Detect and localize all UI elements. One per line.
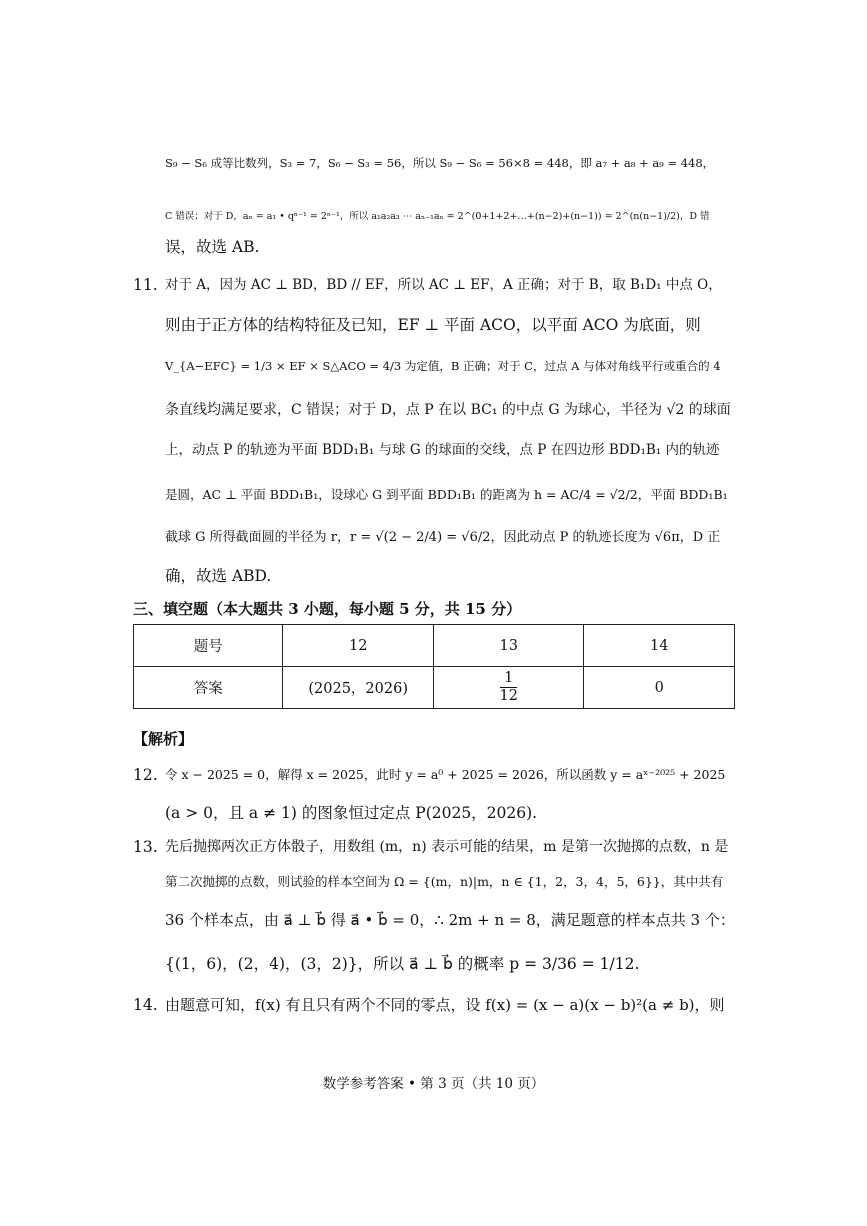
text-line: C 错误；对于 D，aₙ = a₁ • qⁿ⁻¹ = 2ⁿ⁻¹，所以 a₁a₂a₃ ⋯ aₙ₋₁aₙ = 2^(0+1+2+…+(n−2)+(n−1)) = 2^(n(n−1)/2)，D 错: [165, 211, 710, 222]
text-line: 截球 G 所得截面圆的半径为 r，r = √(2 − 2/4) = √6/2，因此动点 P 的轨迹长度为 √6π，D 正: [165, 530, 721, 545]
text-line: 条直线均满足要求，C 错误；对于 D，点 P 在以 BC₁ 的中点 G 为球心，半径为 √2 的球面: [165, 402, 731, 418]
text-line: 确，故选 ABD.: [165, 567, 272, 585]
section-heading: 三、填空题（本大题共 3 小题，每小题 5 分，共 15 分）: [133, 600, 522, 618]
fraction-denominator: 12: [499, 688, 518, 704]
question-number: 12.: [133, 766, 158, 784]
text-line: 上，动点 P 的轨迹为平面 BDD₁B₁ 与球 G 的球面的交线，点 P 在四边形 BDD₁B₁ 内的轨迹: [165, 442, 720, 458]
answer-14: 0: [584, 667, 735, 709]
text-line: 令 x − 2025 = 0，解得 x = 2025，此时 y = a⁰ + 2025 = 2026，所以函数 y = aˣ⁻²⁰²⁵ + 2025: [165, 767, 726, 782]
text-line: 误，故选 AB.: [165, 238, 260, 256]
text-line: 先后抛掷两次正方体骰子，用数组 (m，n) 表示可能的结果，m 是第一次抛掷的点数，n 是: [165, 839, 729, 855]
text-line: 第二次抛掷的点数，则试验的样本空间为 Ω = {(m，n)|m，n ∈ {1，2，3，4，5，6}}，其中共有: [165, 874, 724, 889]
text-line: 36 个样本点，由 a⃗ ⊥ b⃗ 得 a⃗ • b⃗ = 0，∴ 2m + n = 8，满足题意的样本点共 3 个：: [165, 911, 735, 929]
text-line: V_{A−EFC} = 1/3 × EF × S△ACO = 4/3 为定值，B 正确；对于 C，过点 A 与体对角线平行或重合的 4: [165, 359, 721, 373]
text-line: 由题意可知，f(x) 有且只有两个不同的零点，设 f(x) = (x − a)(x − b)²(a ≠ b)，则: [165, 996, 725, 1014]
text-line: (a > 0，且 a ≠ 1) 的图象恒过定点 P(2025，2026).: [165, 804, 538, 822]
text-line: 对于 A，因为 AC ⊥ BD，BD // EF，所以 AC ⊥ EF，A 正确；对于 B，取 B₁D₁ 中点 O，: [165, 277, 722, 293]
table-header-cell: 13: [433, 625, 584, 667]
question-number: 14.: [133, 996, 158, 1014]
analysis-heading: 【解析】: [133, 730, 194, 748]
question-number: 11.: [133, 276, 158, 294]
text-line: S₉ − S₆ 成等比数列，S₃ = 7，S₆ − S₃ = 56，所以 S₉ − S₆ = 56×8 = 448，即 a₇ + a₈ + a₉ = 448，: [165, 156, 715, 170]
fraction: [499, 670, 517, 705]
question-number: 13.: [133, 838, 158, 856]
table-header-cell: 14: [584, 625, 735, 667]
text-line: 则由于正方体的结构特征及已知，EF ⊥ 平面 ACO，以平面 ACO 为底面，则: [165, 316, 701, 334]
page-footer: 数学参考答案 • 第 3 页（共 10 页）: [322, 1076, 545, 1092]
fraction-numerator: 1: [500, 670, 517, 688]
table-header-cell: 题号: [134, 625, 283, 667]
table-row-label: 答案: [134, 667, 283, 709]
answer-13: [433, 667, 584, 709]
answer-12: (2025，2026): [283, 667, 434, 709]
text-line: {(1，6)，(2，4)，(3，2)}，所以 a⃗ ⊥ b⃗ 的概率 p = 3/36 = 1/12.: [165, 955, 640, 973]
text-line: 是圆，AC ⊥ 平面 BDD₁B₁，设球心 G 到平面 BDD₁B₁ 的距离为 h = AC/4 = √2/2，平面 BDD₁B₁: [165, 487, 728, 502]
table-header-cell: 12: [283, 625, 434, 667]
answer-table: [133, 624, 735, 709]
